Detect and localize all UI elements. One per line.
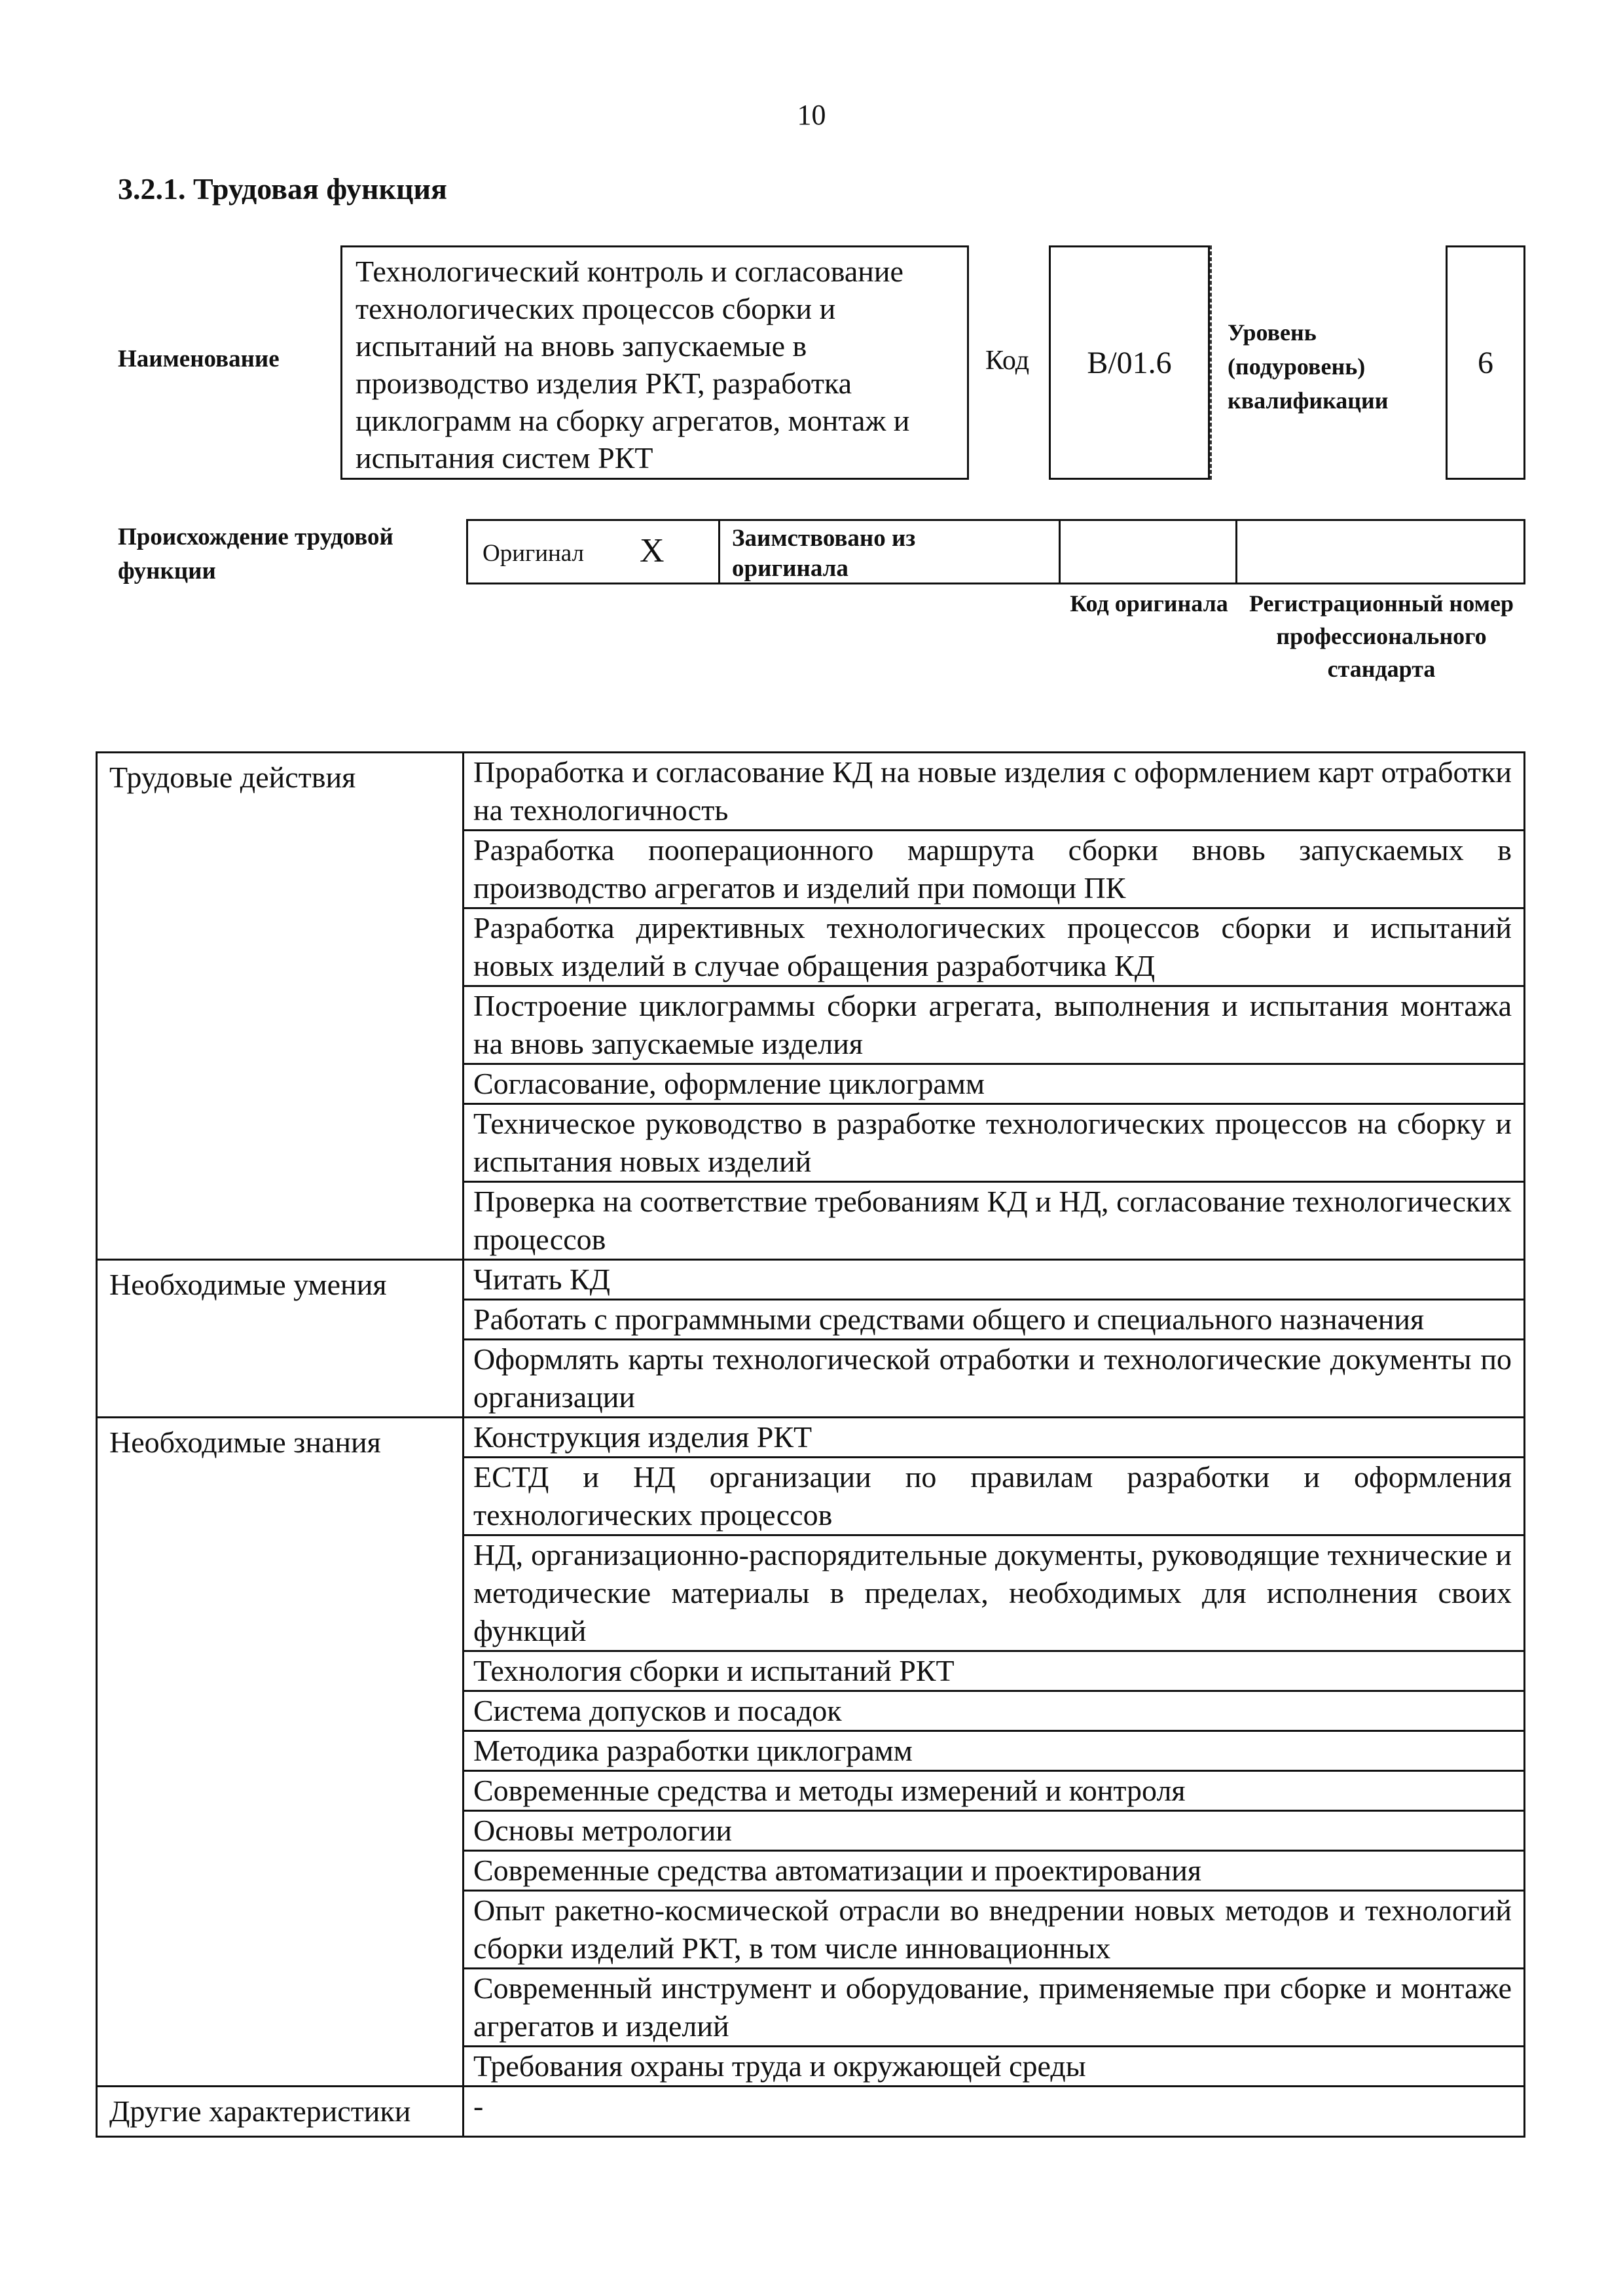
origin-borrowed-cell bbox=[720, 521, 1061, 583]
list-item: ЕСТД и НД организации по правилам разработки и оформления технологических процессов bbox=[464, 1456, 1523, 1534]
section-label: Другие характеристики bbox=[109, 2094, 411, 2128]
list-item: Проверка на соответствие требованиям КД и НД, согласование технологических процессов bbox=[464, 1181, 1523, 1259]
borrowed-label: Заимствовано из оригинала bbox=[732, 525, 916, 582]
section-label-cell bbox=[97, 1418, 464, 2087]
qualification-level-value: 6 bbox=[1478, 345, 1493, 380]
list-item: Требования охраны труда и окружающей среды bbox=[464, 2045, 1523, 2085]
section-label-cell bbox=[97, 753, 464, 1260]
origin-row bbox=[466, 519, 1525, 584]
code-box bbox=[1049, 245, 1210, 480]
list-item: Проработка и согласование КД на новые изделия с оформлением карт отработки на технологичность bbox=[473, 755, 1512, 827]
section-row bbox=[97, 1418, 1525, 2087]
section-row bbox=[97, 753, 1525, 1260]
section-row bbox=[97, 2087, 1525, 2137]
list-item: Современные средства автоматизации и проектирования bbox=[464, 1850, 1523, 1890]
section-items-cell bbox=[464, 2087, 1525, 2137]
function-details-table bbox=[96, 751, 1525, 2138]
function-name: Технологический контроль и согласование технологических процессов сборки и испытаний на вновь запускаемые в производство изделия РКТ, разработка циклограмм на сборку агрегатов, монтаж и испытания систем РКТ bbox=[356, 255, 910, 475]
name-label: Наименование bbox=[118, 346, 280, 372]
list-item: Работать с программными средствами общего и специального назначения bbox=[464, 1299, 1523, 1338]
section-title: 3.2.1. Трудовая функция bbox=[118, 172, 447, 206]
list-item: Конструкция изделия РКТ bbox=[473, 1420, 812, 1454]
section-items-cell bbox=[464, 1418, 1525, 2087]
list-item: Читать КД bbox=[473, 1263, 611, 1296]
list-item: Разработка директивных технологических процессов сборки и испытаний новых изделий в случае обращения разработчика КД bbox=[464, 907, 1523, 985]
list-item: Опыт ракетно-космической отрасли во внедрении новых методов и технологий сборки изделий РКТ, в том числе инновационных bbox=[464, 1890, 1523, 1967]
origin-label: Происхождение трудовой функции bbox=[118, 524, 393, 584]
list-item: Технология сборки и испытаний РКТ bbox=[464, 1650, 1523, 1690]
section-row bbox=[97, 1260, 1525, 1418]
section-items-cell bbox=[464, 753, 1525, 1260]
original-mark: X bbox=[640, 532, 665, 569]
qualification-level-box bbox=[1446, 245, 1525, 480]
list-item: Основы метрологии bbox=[464, 1810, 1523, 1850]
original-label: Оригинал bbox=[483, 540, 585, 567]
list-item: Современный инструмент и оборудование, применяемые при сборке и монтаже агрегатов и изделий bbox=[464, 1967, 1523, 2045]
code-label: Код bbox=[985, 346, 1030, 376]
list-item: Система допусков и посадок bbox=[464, 1690, 1523, 1730]
origin-original-cell bbox=[468, 521, 720, 583]
original-code-caption: Код оригинала bbox=[1070, 590, 1228, 617]
list-item: Методика разработки циклограмм bbox=[464, 1730, 1523, 1770]
list-item: Оформлять карты технологической отработки и технологические документы по организации bbox=[464, 1338, 1523, 1416]
list-item: Современные средства и методы измерений и контроля bbox=[464, 1770, 1523, 1810]
list-item: Согласование, оформление циклограмм bbox=[464, 1063, 1523, 1103]
function-name-box bbox=[340, 245, 969, 480]
section-label: Трудовые действия bbox=[109, 761, 356, 794]
list-item: Построение циклограммы сборки агрегата, выполнения и испытания монтажа на вновь запускаемые изделия bbox=[464, 985, 1523, 1063]
level-divider bbox=[1210, 245, 1212, 480]
list-item: Разработка пооперационного маршрута сборки вновь запускаемых в производство агрегатов и изделий при помощи ПК bbox=[464, 829, 1523, 907]
list-item: НД, организационно-распорядительные документы, руководящие технические и методические материалы в пределах, необходимых для исполнения своих функций bbox=[464, 1534, 1523, 1650]
page-number: 10 bbox=[797, 99, 826, 131]
section-items-cell bbox=[464, 1260, 1525, 1418]
list-item: Техническое руководство в разработке технологических процессов на сборку и испытания новых изделий bbox=[464, 1103, 1523, 1181]
section-label: Необходимые знания bbox=[109, 1426, 381, 1459]
origin-code-cell bbox=[1061, 521, 1237, 583]
qualification-level-label: Уровень (подуровень) квалификации bbox=[1228, 319, 1389, 414]
reg-number-caption: Регистрационный номер профессионального стандарта bbox=[1249, 590, 1514, 682]
section-label-cell bbox=[97, 1260, 464, 1418]
code-value: В/01.6 bbox=[1087, 345, 1172, 380]
list-item: - bbox=[473, 2089, 484, 2123]
section-label: Необходимые умения bbox=[109, 1268, 387, 1301]
section-label-cell bbox=[97, 2087, 464, 2137]
